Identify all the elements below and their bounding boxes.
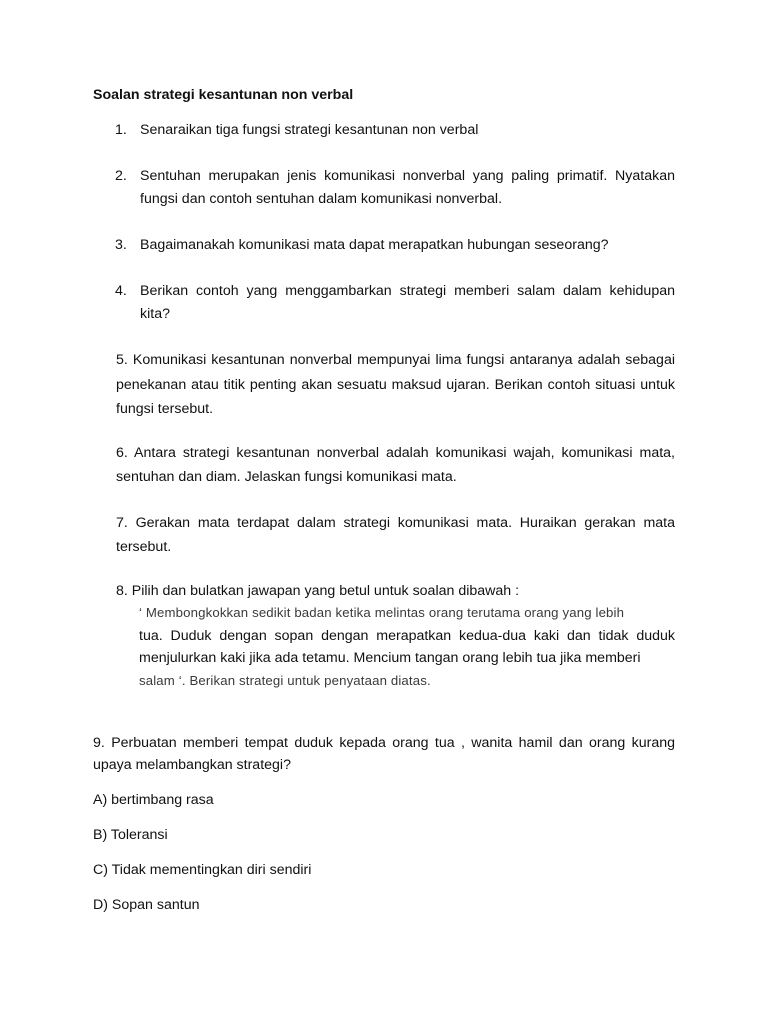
item-3-text: Bagaimanakah komunikasi mata dapat merapatkan hubungan seseorang? — [140, 237, 609, 253]
question-9: 9. Perbuatan memberi tempat duduk kepada orang tua , wanita hamil dan orang kurang upaya melambangkan strategi? — [93, 735, 675, 773]
question-8-quote — [139, 602, 675, 692]
item-4-text: Berikan contoh yang menggambarkan strategi memberi salam dalam kehidupan kita? — [140, 283, 675, 322]
item-4-number: 4. — [115, 283, 127, 299]
item-2-number: 2. — [115, 168, 127, 184]
option-a: A) bertimbang rasa — [93, 792, 214, 808]
question-8: 8. Pilih dan bulatkan jawapan yang betul untuk soalan dibawah : — [116, 583, 520, 599]
option-d: D) Sopan santun — [93, 897, 200, 913]
option-c: C) Tidak mementingkan diri sendiri — [93, 862, 312, 878]
document-title: Soalan strategi kesantunan non verbal — [93, 87, 354, 103]
quote-line-1: ‘ Membongkokkan sedikit badan ketika melintas orang terutama orang yang lebih — [139, 605, 625, 620]
quote-middle: tua. Duduk dengan sopan dengan merapatkan kedua-dua kaki dan tidak duduk menjulurkan kaki jika ada tetamu. Mencium tangan orang lebih tua jika memberi — [139, 627, 675, 666]
item-1-text: Senaraikan tiga fungsi strategi kesantunan non verbal — [140, 122, 479, 138]
item-2-text: Sentuhan merupakan jenis komunikasi nonverbal yang paling primatif. Nyatakan fungsi dan contoh sentuhan dalam komunikasi nonverbal. — [140, 168, 675, 207]
question-5: 5. Komunikasi kesantunan nonverbal mempunyai lima fungsi antaranya adalah sebagai penekanan atau titik penting akan sesuatu maksud ujaran. Berikan contoh situasi untuk fungsi tersebut. — [116, 352, 675, 417]
item-1-number: 1. — [115, 122, 127, 138]
quote-end: salam ‘. Berikan strategi untuk penyataan diatas. — [139, 672, 431, 688]
question-7: 7. Gerakan mata terdapat dalam strategi komunikasi mata. Huraikan gerakan mata tersebut. — [116, 515, 675, 555]
option-b: B) Toleransi — [93, 827, 168, 843]
question-6: 6. Antara strategi kesantunan nonverbal adalah komunikasi wajah, komunikasi mata, sentuhan dan diam. Jelaskan fungsi komunikasi mata. — [116, 445, 675, 485]
item-3-number: 3. — [115, 237, 127, 253]
